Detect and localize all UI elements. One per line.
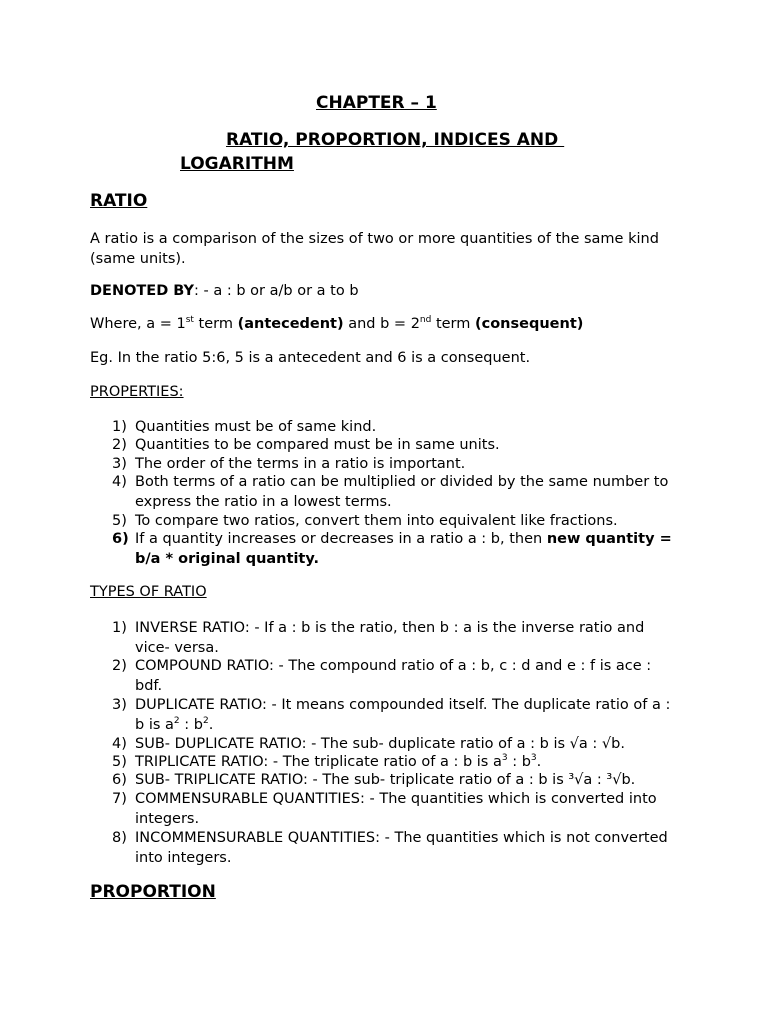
list-item <box>112 656 682 696</box>
list-number: 6) <box>112 531 129 547</box>
list-number: 4) <box>112 736 127 752</box>
list-number: 5) <box>112 513 127 529</box>
where-text-4: term <box>431 316 475 332</box>
duplicate-mid: : b <box>179 717 203 733</box>
denoted-by-text: : - a : b or a/b or a to b <box>194 283 359 299</box>
list-item <box>112 454 682 474</box>
list-number: 4) <box>112 474 127 490</box>
chapter-title-line-1: RATIO, PROPORTION, INDICES AND <box>226 130 565 150</box>
where-text-3: and b = 2 <box>343 316 420 332</box>
types-heading: TYPES OF RATIO <box>90 584 207 600</box>
denoted-by-line <box>90 283 359 299</box>
duplicate-text: DUPLICATE RATIO: - It means compounded itself. The duplicate ratio of a : b is a <box>135 697 671 733</box>
duplicate-end: . <box>208 717 214 733</box>
list-item <box>112 770 682 790</box>
list-text: To compare two ratios, convert them into equivalent like fractions. <box>135 513 618 529</box>
list-number: 8) <box>112 830 127 846</box>
denoted-by-label: DENOTED BY <box>90 283 195 299</box>
list-text: Quantities to be compared must be in same units. <box>135 437 500 453</box>
antecedent-label: (antecedent) <box>237 316 344 332</box>
exponent: 3 <box>530 753 537 763</box>
list-text: Quantities must be of same kind. <box>135 419 377 435</box>
list-item <box>112 695 682 735</box>
list-text: The order of the terms in a ratio is important. <box>135 456 466 472</box>
list-text <box>135 752 682 772</box>
list-text: INVERSE RATIO: - If a : b is the ratio, then b : a is the inverse ratio and vice- versa. <box>135 620 645 656</box>
list-item <box>112 417 682 437</box>
triplicate-end: . <box>536 754 542 770</box>
list-item <box>112 511 682 531</box>
list-text: SUB- DUPLICATE RATIO: - The sub- duplicate ratio of a : b is √a : √b. <box>135 736 625 752</box>
list-number: 6) <box>112 772 127 788</box>
chapter-title-line-2: LOGARITHM <box>180 154 294 174</box>
list-number: 3) <box>112 456 127 472</box>
list-number: 2) <box>112 437 127 453</box>
where-line <box>90 316 583 332</box>
list-text: COMPOUND RATIO: - The compound ratio of a : b, c : d and e : f is ace : bdf. <box>135 658 652 694</box>
example-line: Eg. In the ratio 5:6, 5 is a antecedent and 6 is a consequent. <box>90 350 531 366</box>
where-text-1: Where, a = 1 <box>90 316 186 332</box>
triplicate-text: TRIPLICATE RATIO: - The triplicate ratio of a : b is a <box>135 754 502 770</box>
list-item <box>112 752 682 772</box>
where-sup-1: st <box>185 315 194 325</box>
list-item <box>112 435 682 455</box>
list-item <box>112 472 682 512</box>
list-number: 2) <box>112 658 127 674</box>
triplicate-mid: : b <box>507 754 531 770</box>
list-item <box>112 529 682 569</box>
exponent: 3 <box>501 753 508 763</box>
list-item <box>112 618 682 658</box>
ratio-heading: RATIO <box>90 191 148 211</box>
property6-formula: new quantity = b/a * original quantity. <box>135 531 672 567</box>
exponent: 2 <box>173 716 180 726</box>
list-number: 7) <box>112 791 127 807</box>
list-item <box>112 789 682 829</box>
exponent: 2 <box>202 716 209 726</box>
property6-text: If a quantity increases or decreases in a ratio a : b, then <box>135 531 547 547</box>
list-item <box>112 734 682 754</box>
consequent-label: (consequent) <box>475 316 584 332</box>
list-text: SUB- TRIPLICATE RATIO: - The sub- triplicate ratio of a : b is ³√a : ³√b. <box>135 772 636 788</box>
list-text <box>135 529 682 569</box>
list-text: COMMENSURABLE QUANTITIES: - The quantities which is converted into integers. <box>135 791 657 827</box>
list-text: Both terms of a ratio can be multiplied or divided by the same number to express the ratio in a lowest terms. <box>135 474 669 510</box>
ratio-definition: A ratio is a comparison of the sizes of two or more quantities of the same kind (same units). <box>90 231 659 267</box>
where-sup-2: nd <box>419 315 432 325</box>
where-text-2: term <box>193 316 238 332</box>
properties-heading: PROPERTIES: <box>90 384 184 400</box>
chapter-heading: CHAPTER – 1 <box>316 93 437 113</box>
list-number: 3) <box>112 697 127 713</box>
proportion-heading: PROPORTION <box>90 882 216 902</box>
list-number: 5) <box>112 754 127 770</box>
list-number: 1) <box>112 419 127 435</box>
list-text: INCOMMENSURABLE QUANTITIES: - The quantities which is not converted into integers. <box>135 830 668 866</box>
list-item <box>112 828 682 868</box>
list-number: 1) <box>112 620 127 636</box>
list-text <box>135 695 682 735</box>
